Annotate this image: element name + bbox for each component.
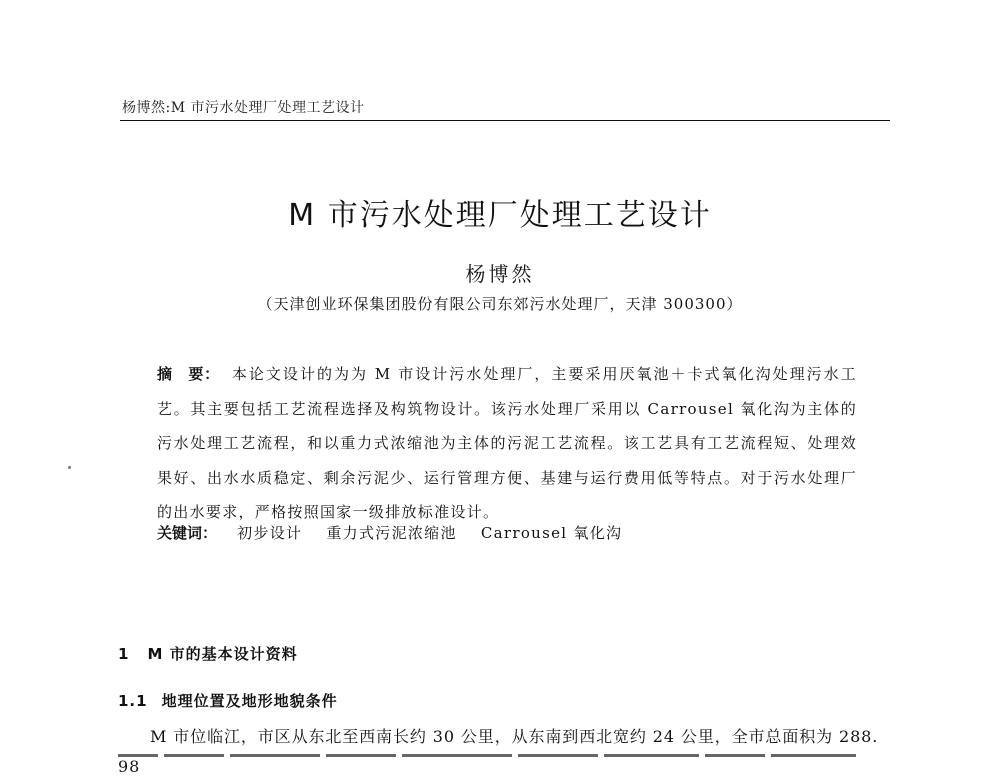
keywords (157, 522, 640, 543)
cropped-text-line (118, 754, 888, 764)
abstract (157, 357, 857, 530)
paper-title: M 市污水处理厂处理工艺设计 (288, 198, 712, 233)
keyword-item: 初步设计 (237, 524, 303, 542)
keywords-label: 关键词： (157, 524, 218, 542)
running-header: 杨博然:M 市污水处理厂处理工艺设计 (122, 100, 365, 116)
subsection-heading (118, 690, 338, 711)
subsection-number: 1.1 (118, 692, 148, 710)
section-number: 1 (118, 645, 130, 663)
subsection-title: 地理位置及地形地貌条件 (161, 692, 338, 710)
keyword-item: Carrousel 氧化沟 (480, 524, 623, 542)
section-heading (118, 643, 298, 664)
author-affiliation: （天津创业环保集团股份有限公司东郊污水处理厂，天津 300300） (257, 295, 743, 313)
abstract-text: 本论文设计的为为 M 市设计污水处理厂，主要采用厌氧池＋卡式氧化沟处理污水工艺。其主要包括工艺流程选择及构筑物设计。该污水处理厂采用以 Carrousel 氧化沟为主体的污水处理工艺流程，和以重力式浓缩池为主体的污泥工艺流程。该工艺具有工艺流程短、处理效果好、出水水质稳定、剩余污泥少、运行管理方便、基建与运行费用低等特点。对于污水处理厂的出水要求，严格按照国家一级排放标准设计。 (157, 365, 857, 521)
scan-speck (68, 466, 71, 469)
keyword-item: 重力式污泥浓缩池 (326, 524, 457, 542)
header-rule (120, 120, 890, 121)
author-name: 杨博然 (465, 262, 535, 286)
abstract-label: 摘 要： (157, 365, 220, 383)
section-title: M 市的基本设计资料 (147, 645, 298, 663)
body-paragraph: M 市位临江，市区从东北至西南长约 30 公里，从东南到西北宽约 24 公里，全市总面积为 288. 98 (118, 727, 879, 776)
